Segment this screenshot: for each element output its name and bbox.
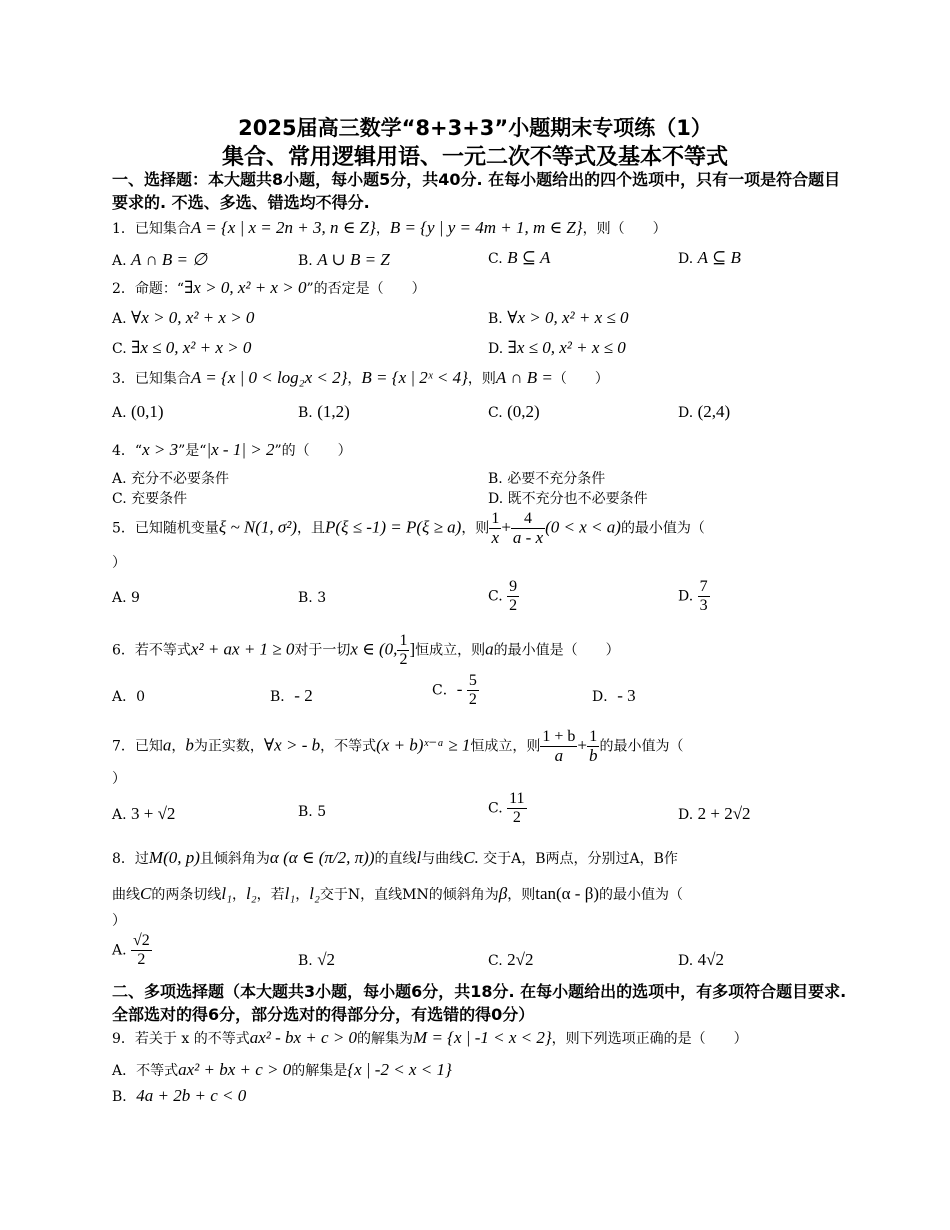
question-7-close: ）: [112, 771, 126, 787]
question-6-option-b: B．- 2: [270, 686, 313, 705]
question-2-option-b: B. ∀x > 0, x² + x ≤ 0: [488, 308, 629, 327]
question-4-option-b: B. 必要不充分条件: [488, 471, 606, 487]
question-8-option-b: B. √2: [298, 950, 336, 969]
set-b: B = {y | y = 4m + 1, m ∈ Z}: [389, 218, 583, 237]
section-one-header: 一、选择题：本大题共8小题，每小题5分，共40分. 在每小题给出的四个选项中，只有一项是符合题目要求的. 不选、多选、错选均不得分.: [112, 170, 841, 212]
question-7-option-a: A. 3 + √2: [112, 804, 176, 823]
question-8-line-1: 8．过M(0, p)且倾斜角为α (α ∈ (π/2, π))的直线l与曲线C. 交于A，B两点，分别过A，B作: [112, 848, 678, 867]
question-5-stem: 5．已知随机变量ξ ~ N(1, σ²)，且P(ξ ≤ -1) = P(ξ ≥ a)，则 $\frac{1}{x}$ + $\frac{4}{a - x}$ (0 < x < a)的最小值为（: [112, 510, 705, 547]
question-6-option-d: D．- 3: [592, 686, 636, 705]
question-9-stem: 9．若关于 x 的不等式ax² - bx + c > 0的解集为M = {x | -1 < x < 2}，则下列选项正确的是（ ）: [112, 1028, 748, 1047]
question-2-stem: 2．命题：“∃x > 0, x² + x > 0”的否定是（ ）: [112, 278, 426, 297]
question-1-option-c: C. B ⊆ A: [488, 248, 551, 267]
question-5-close: ）: [112, 555, 126, 571]
question-1-option-b: B. A ∪ B = Z: [298, 250, 390, 269]
question-3-stem: 3．已知集合A = {x | 0 < log₂x < 2}，B = {x | 2ˣ < 4}，则A ∩ B =（ ）: [112, 368, 609, 387]
fraction-1-over-x: $\frac{1}{x}$: [491, 510, 500, 547]
set-a: A = {x | x = 2n + 3, n ∈ Z}: [190, 218, 376, 237]
page-subtitle: 集合、常用逻辑用语、一元二次不等式及基本不等式: [221, 145, 728, 170]
question-4-option-c: C. 充要条件: [112, 491, 188, 507]
question-9-option-a: A．不等式ax² + bx + c > 0的解集是{x | -2 < x < 1}: [112, 1060, 452, 1079]
question-4-option-a: A. 充分不必要条件: [112, 471, 230, 487]
question-7-option-b: B. 5: [298, 804, 327, 820]
question-8-option-c: C. 2√2: [488, 950, 534, 969]
question-8-option-a: A. $\frac{√2}{2}$: [112, 932, 150, 968]
question-1-option-a: A. A ∩ B = ∅: [112, 250, 208, 269]
question-8-option-d: D. 4√2: [678, 950, 724, 969]
question-3-option-b: B. (1,2): [298, 402, 350, 421]
section-two-header: 二、多项选择题（本大题共3小题，每小题6分，共18分. 在每小题给出的选项中，有多项符合题目要求. 全部选对的得6分，部分选对的得部分分，有选错的得0分）: [112, 982, 847, 1024]
question-3-option-c: C. (0,2): [488, 402, 540, 421]
question-2-option-d: D. ∃x ≤ 0, x² + x ≤ 0: [488, 338, 626, 357]
question-4-option-d: D. 既不充分也不必要条件: [488, 491, 648, 507]
question-6-option-c: C．- $\frac{5}{2}$: [432, 672, 477, 708]
question-8-line-2: 曲线C的两条切线l₁，l₂，若l₁，l₂交于N，直线MN的倾斜角为β，则tan(α - β)的最小值为（: [112, 884, 684, 903]
question-2-option-a: A. ∀x > 0, x² + x > 0: [112, 308, 255, 327]
question-5-option-b: B. 3: [298, 590, 327, 606]
question-6-option-a: A．0: [112, 689, 146, 705]
question-1-stem: 1．已知集合A = {x | x = 2n + 3, n ∈ Z}，B = {y | y = 4m + 1, m ∈ Z}，则（ ）: [112, 218, 667, 237]
question-7-option-c: C. $\frac{11}{2}$: [488, 790, 525, 826]
question-7-option-d: D. 2 + 2√2: [678, 804, 751, 823]
question-8-close: ）: [112, 913, 126, 929]
question-7-stem: 7．已知a，b为正实数，∀x > - b，不等式(x + b)ˣ⁻ᵃ ≥ 1恒成立，则 $\frac{1 + b}{a}$ + $\frac{1}{b}$ 的最小值为（: [112, 728, 684, 765]
question-5-option-c: C. $\frac{9}{2}$: [488, 578, 518, 614]
question-1-option-d: D. A ⊆ B: [678, 248, 741, 267]
question-2-option-c: C. ∃x ≤ 0, x² + x > 0: [112, 338, 252, 357]
question-3-option-a: A. (0,1): [112, 402, 164, 421]
question-9-option-b: B．4a + 2b + c < 0: [112, 1086, 247, 1105]
question-4-stem: 4．“x > 3”是“|x - 1| > 2”的（ ）: [112, 440, 352, 459]
fraction-4-over-a-minus-x: $\frac{4}{a - x}$: [512, 510, 544, 547]
question-5-option-a: A. 9: [112, 590, 140, 606]
page-title: 2025届高三数学“8+3+3”小题期末专项练（1）: [238, 116, 712, 140]
question-3-option-d: D. (2,4): [678, 402, 731, 421]
question-6-stem: 6．若不等式x² + ax + 1 ≥ 0对于一切x ∈ (0, $\frac{1}{2}$ ]恒成立，则a的最小值是（ ）: [112, 632, 620, 668]
question-5-option-d: D. $\frac{7}{3}$: [678, 578, 708, 614]
